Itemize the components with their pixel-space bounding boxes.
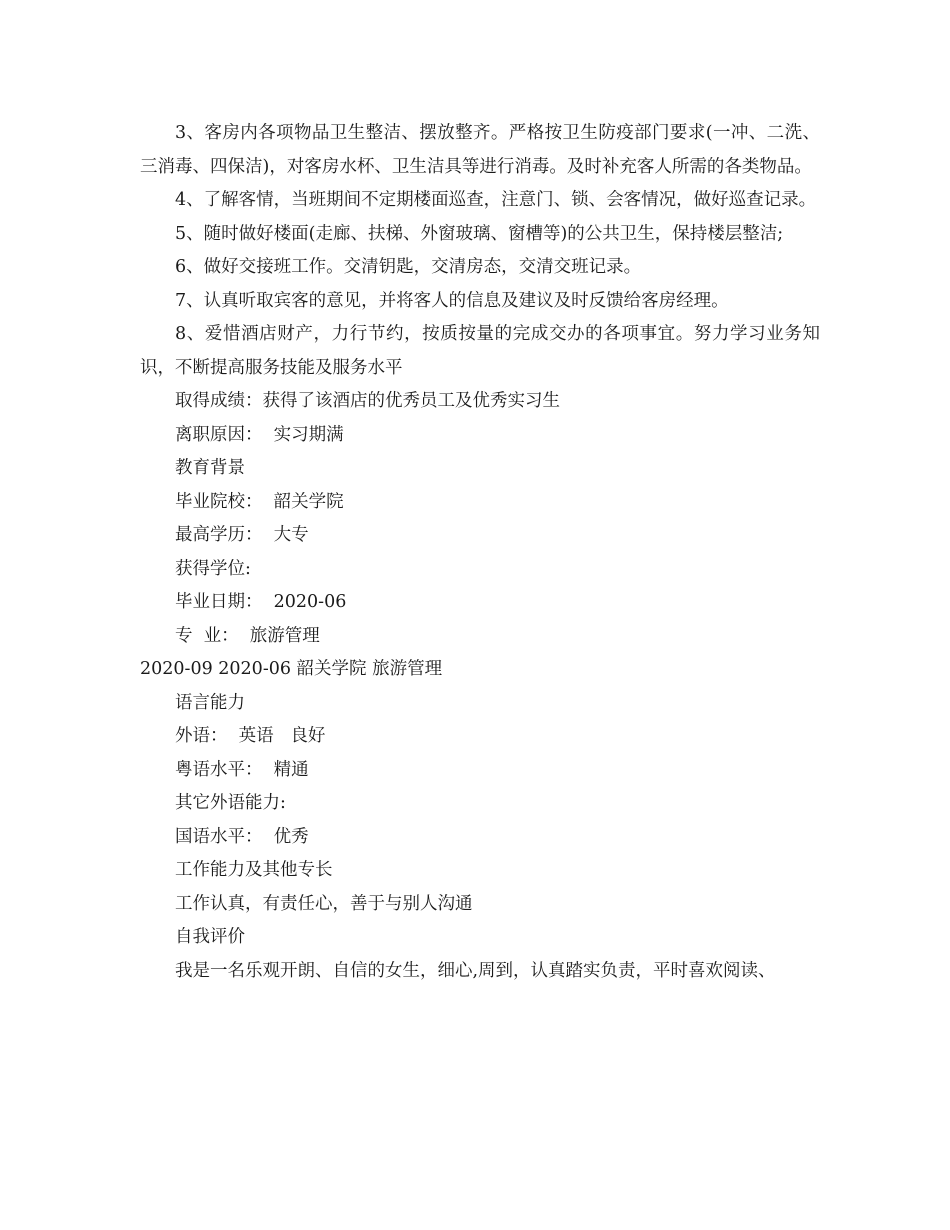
achievement-line: 取得成绩：获得了该酒店的优秀员工及优秀实习生 bbox=[175, 391, 560, 411]
duty-item-8: 8、爱惜酒店财产，力行节约，按质按量的完成交办的各项事宜。努力学习业务知识，不断提高服务技能及服务水平 bbox=[140, 324, 820, 378]
duty-item-3: 3、客房内各项物品卫生整洁、摆放整齐。严格按卫生防疫部门要求(一冲、二洗、三消毒、四保洁)，对客房水杯、卫生洁具等进行消毒。及时补充客人所需的各类物品。 bbox=[140, 123, 820, 177]
duty-item-5: 5、随时做好楼面(走廊、扶梯、外窗玻璃、窗槽等)的公共卫生，保持楼层整洁; bbox=[175, 223, 784, 244]
degree-level-line: 最高学历： 大专 bbox=[175, 525, 309, 545]
skills-heading: 工作能力及其他专长 bbox=[175, 860, 333, 880]
duty-item-6: 6、做好交接班工作。交清钥匙，交清房态，交清交班记录。 bbox=[175, 257, 642, 277]
school-line: 毕业院校： 韶关学院 bbox=[175, 491, 344, 512]
leave-reason-line: 离职原因： 实习期满 bbox=[175, 424, 344, 445]
education-entry-line: 2020-09 2020-06 韶关学院 旅游管理 bbox=[140, 659, 443, 679]
self-evaluation-text: 我是一名乐观开朗、自信的女生，细心,周到，认真踏实负责，平时喜欢阅读、 bbox=[175, 960, 776, 981]
language-heading: 语言能力 bbox=[175, 692, 245, 713]
document-body bbox=[140, 117, 820, 988]
duty-item-7: 7、认真听取宾客的意见，并将客人的信息及建议及时反馈给客房经理。 bbox=[175, 290, 729, 311]
self-evaluation-heading: 自我评价 bbox=[175, 927, 245, 947]
education-heading: 教育背景 bbox=[175, 458, 245, 478]
graduation-date-line: 毕业日期： 2020-06 bbox=[175, 592, 347, 612]
foreign-language-line: 外语： 英语 良好 bbox=[175, 726, 326, 746]
degree-obtained-line: 获得学位: bbox=[175, 558, 251, 579]
duty-item-4: 4、了解客情，当班期间不定期楼面巡查，注意门、锁、会客情况，做好巡查记录。 bbox=[175, 190, 817, 210]
major-line: 专 业： 旅游管理 bbox=[175, 625, 320, 646]
mandarin-line: 国语水平： 优秀 bbox=[175, 826, 309, 847]
other-languages-line: 其它外语能力: bbox=[175, 793, 286, 813]
cantonese-line: 粤语水平： 精通 bbox=[175, 759, 309, 780]
skills-text: 工作认真，有责任心，善于与别人沟通 bbox=[175, 893, 473, 914]
